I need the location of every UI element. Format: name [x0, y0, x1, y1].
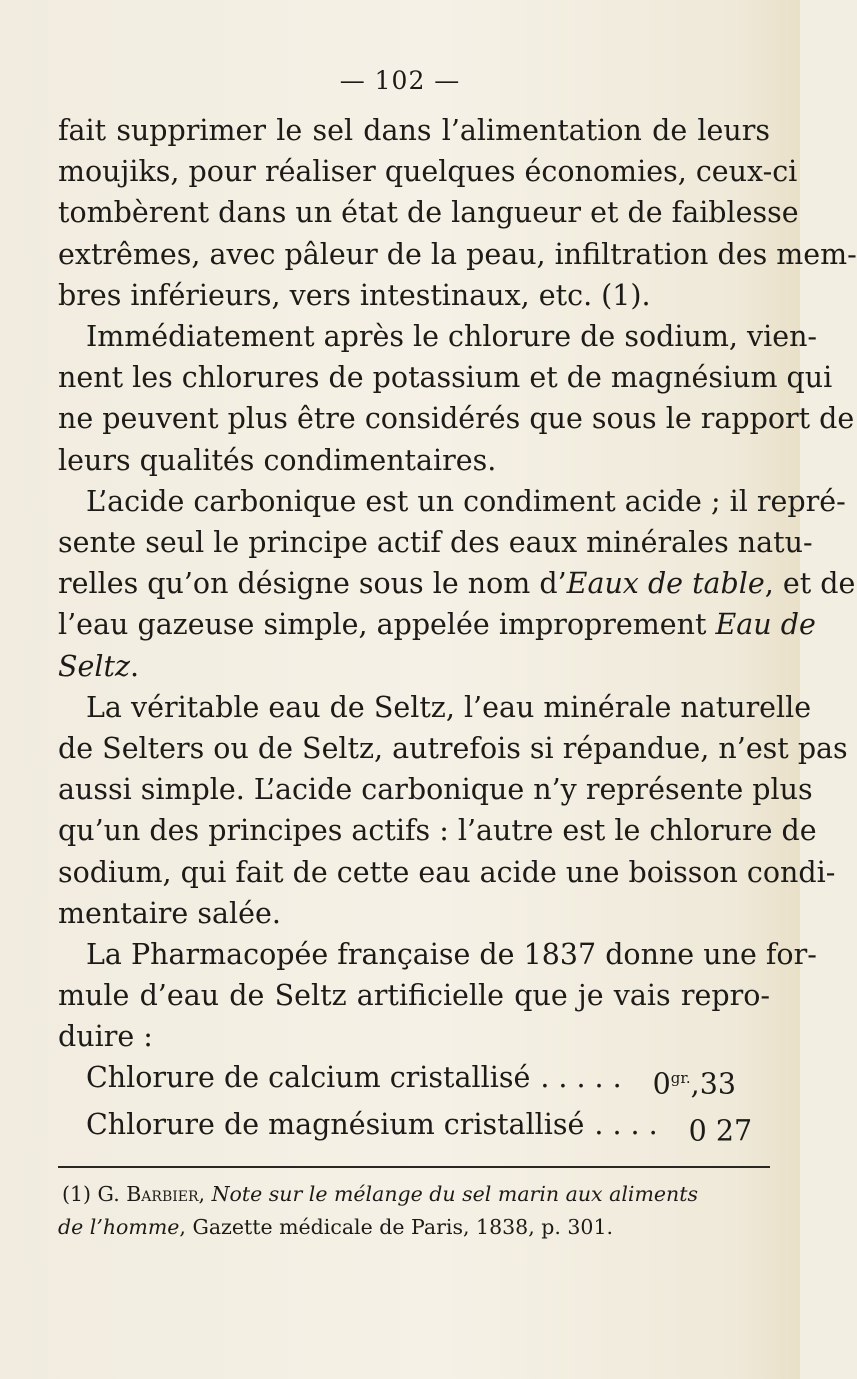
- text-line: duire :: [58, 1020, 153, 1054]
- text-line: La Pharmacopée française de 1837 donne une for-: [86, 938, 817, 972]
- text-line: nent les chlorures de potassium et de magnésium qui: [58, 361, 833, 395]
- text-line: sente seul le principe actif des eaux minérales natu-: [58, 526, 813, 560]
- emphasis-text: Eaux de table: [566, 567, 765, 601]
- text-line: bres inférieurs, vers intestinaux, etc. (1).: [58, 278, 651, 312]
- text-line: Seltz.: [58, 649, 140, 683]
- page-number: — 102 —: [339, 66, 461, 95]
- text-line: fait supprimer le sel dans l’alimentation de leurs: [58, 114, 770, 147]
- text-line: L’acide carbonique est un condiment acide ; il repré-: [86, 484, 846, 518]
- text-line: La véritable eau de Seltz, l’eau minérale naturelle: [86, 690, 812, 724]
- text-line: mentaire salée.: [58, 896, 281, 930]
- footnote-line: de l’homme, Gazette médicale de Paris, 1838, p. 301.: [58, 1215, 614, 1239]
- emphasis-text: Eau de: [715, 608, 816, 642]
- recipe-row: [86, 1105, 770, 1152]
- ingredient-quantity: 0 27: [688, 1114, 753, 1147]
- footnote-title: Note sur le mélange du sel marin aux aliments: [211, 1182, 698, 1206]
- text-line: Immédiatement après le chlorure de sodium, vien-: [86, 320, 818, 354]
- text-line: de Selters ou de Seltz, autrefois si répandue, n’est pas: [58, 732, 848, 766]
- text-line: tombèrent dans un état de langueur et de faiblesse: [58, 196, 799, 230]
- recipe-list: [86, 1058, 770, 1151]
- leader-dots: .....: [540, 1061, 631, 1094]
- text-line: aussi simple. L’acide carbonique n’y représente plus: [58, 773, 813, 807]
- ingredient-name: Chlorure de magnésium cristallisé: [86, 1107, 585, 1141]
- text-line: moujiks, pour réaliser quelques économies, ceux-ci: [58, 155, 798, 189]
- footnote-title: de l’homme: [58, 1215, 180, 1239]
- unit-superscript: gr.: [670, 1069, 691, 1087]
- text-line: leurs qualités condimentaires.: [58, 443, 497, 477]
- text-line: sodium, qui fait de cette eau acide une boisson condi-: [58, 855, 836, 889]
- footnote: [58, 1178, 770, 1244]
- text-line: l’eau gazeuse simple, appelée improprement Eau de: [58, 608, 816, 642]
- leader-dots: ....: [594, 1107, 667, 1141]
- emphasis-text: Seltz: [58, 649, 130, 683]
- text-line: ne peuvent plus être considérés que sous le rapport de: [58, 402, 855, 436]
- text-line: qu’un des principes actifs : l’autre est le chlorure de: [58, 814, 817, 848]
- footnote-author: Barbier: [126, 1182, 199, 1206]
- text-line: mule d’eau de Seltz artificielle que je vais repro-: [58, 979, 770, 1013]
- footnote-line: (1) G. Barbier, Note sur le mélange du sel marin aux aliments: [62, 1182, 698, 1206]
- body-text: [58, 110, 857, 1058]
- ingredient-name: Chlorure de calcium cristallisé: [86, 1061, 531, 1094]
- text-line: relles qu’on désigne sous le nom d’Eaux de table, et de: [58, 567, 856, 601]
- text-line: extrêmes, avec pâleur de la peau, infiltration des mem-: [58, 237, 857, 271]
- ingredient-quantity: $0^{gr.},33$: [652, 1067, 736, 1101]
- recipe-row: [86, 1058, 770, 1105]
- footnote-rule: [58, 1166, 770, 1168]
